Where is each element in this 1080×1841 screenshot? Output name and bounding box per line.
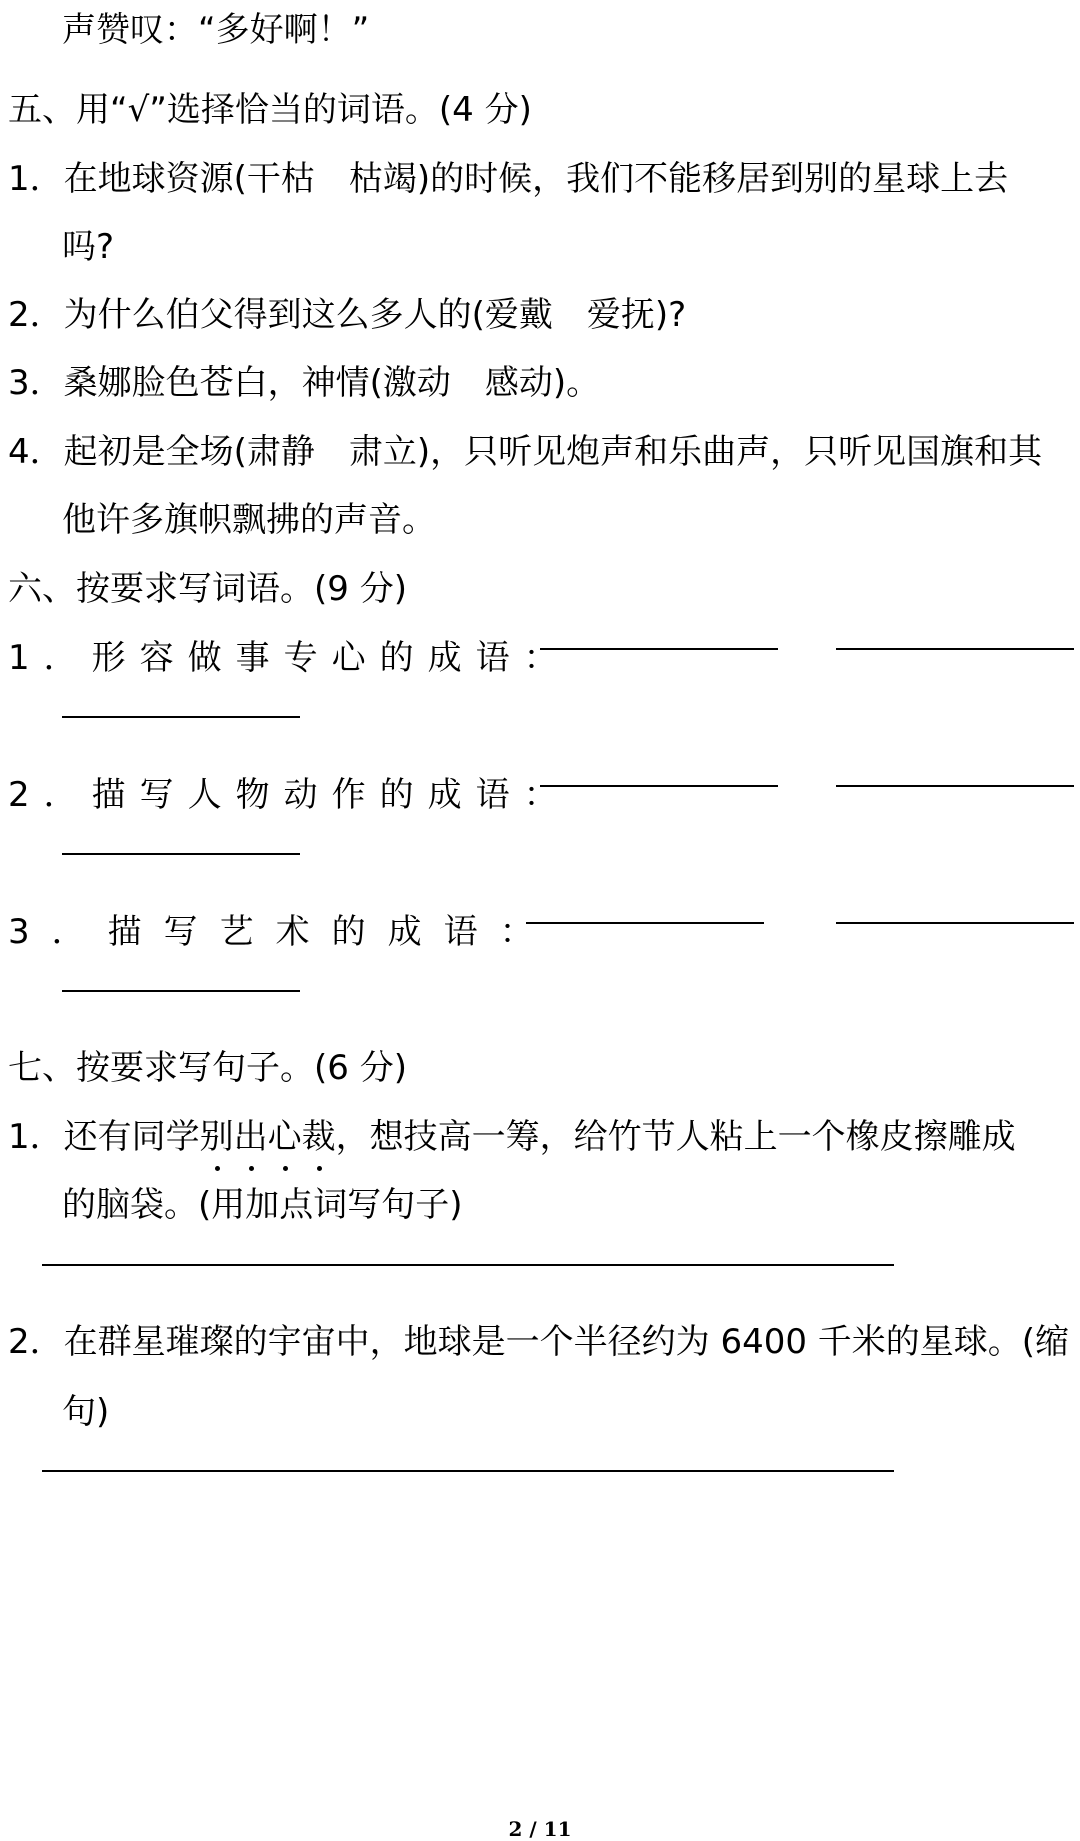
question-text: 形容做事专心的成语： xyxy=(91,638,572,678)
answer-blank[interactable] xyxy=(62,990,300,992)
question-number: 2． xyxy=(8,1322,64,1362)
question-7-2-continuation: 句) xyxy=(62,1392,110,1432)
answer-blank[interactable] xyxy=(62,853,300,855)
dotted-word xyxy=(200,1117,336,1157)
question-number: 2． xyxy=(8,295,64,335)
answer-blank[interactable] xyxy=(62,716,300,718)
question-text: 还有同学 xyxy=(63,1117,200,1157)
dotted-character: 别 xyxy=(199,1117,234,1157)
answer-blank[interactable] xyxy=(836,648,1074,650)
question-6-3 xyxy=(8,910,1080,954)
question-text: 起初是全场(肃静 肃立)，只听见炮声和乐曲声，只听见国旗和其 xyxy=(63,432,1043,472)
question-7-1-continuation: 的脑袋。(用加点词写句子) xyxy=(62,1185,463,1225)
question-number: 3． xyxy=(8,912,108,952)
page-number: 2 / 11 xyxy=(508,1817,572,1841)
question-7-1 xyxy=(8,1115,1080,1159)
question-5-1-continuation: 吗? xyxy=(62,227,115,267)
answer-blank[interactable] xyxy=(836,785,1074,787)
section-6-title: 六、按要求写词语。(9 分) xyxy=(8,569,407,609)
continued-text-line: 声赞叹：“多好啊！” xyxy=(62,10,370,50)
question-text: ，想技高一筹，给竹节人粘上一个橡皮擦雕成 xyxy=(335,1117,1016,1157)
answer-blank[interactable] xyxy=(540,785,778,787)
question-6-1 xyxy=(8,636,1080,680)
question-text: 在地球资源(干枯 枯竭)的时候，我们不能移居到别的星球上去 xyxy=(63,159,1009,199)
question-number: 1． xyxy=(8,638,92,678)
dotted-character: 心 xyxy=(267,1117,302,1157)
question-5-1 xyxy=(8,157,1080,201)
question-5-3 xyxy=(8,361,1080,405)
question-6-2 xyxy=(8,773,1080,817)
answer-blank[interactable] xyxy=(526,922,764,924)
question-number: 1． xyxy=(8,1117,64,1157)
question-number: 1． xyxy=(8,159,64,199)
dotted-character: 裁 xyxy=(301,1117,336,1157)
answer-line[interactable] xyxy=(42,1264,894,1266)
dotted-character: 出 xyxy=(233,1117,268,1157)
answer-blank[interactable] xyxy=(540,648,778,650)
question-5-4-continuation: 他许多旗帜飘拂的声音。 xyxy=(62,500,436,540)
question-number: 2． xyxy=(8,775,92,815)
question-number: 3． xyxy=(8,363,64,403)
question-5-4 xyxy=(8,430,1080,474)
question-text: 描写人物动作的成语： xyxy=(91,775,572,815)
section-5-title: 五、用“√”选择恰当的词语。(4 分) xyxy=(8,90,532,130)
answer-line[interactable] xyxy=(42,1470,894,1472)
question-text: 桑娜脸色苍白，神情(激动 感动)。 xyxy=(63,363,601,403)
question-text: 描写艺术的成语： xyxy=(107,912,556,952)
question-5-2 xyxy=(8,293,1080,337)
section-7-title: 七、按要求写句子。(6 分) xyxy=(8,1048,407,1088)
question-text: 为什么伯父得到这么多人的(爱戴 爱抚)? xyxy=(63,295,687,335)
question-7-2 xyxy=(8,1320,1080,1364)
answer-blank[interactable] xyxy=(836,922,1074,924)
question-text: 在群星璀璨的宇宙中，地球是一个半径约为 6400 千米的星球。(缩 xyxy=(63,1322,1070,1362)
question-number: 4． xyxy=(8,432,64,472)
